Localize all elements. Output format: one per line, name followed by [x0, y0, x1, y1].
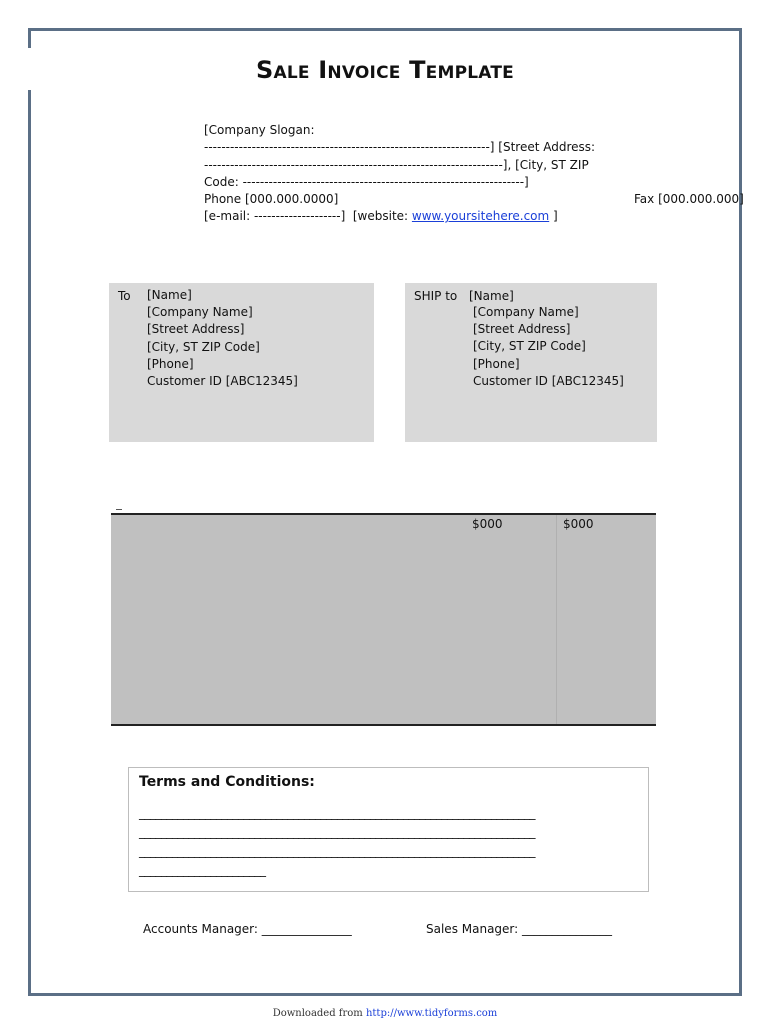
- unit-price-cell: $000: [472, 517, 503, 531]
- company-slogan: [Company Slogan:: [204, 123, 315, 137]
- bill-to-details: [147, 287, 298, 390]
- footer-prefix: Downloaded from: [272, 1008, 366, 1019]
- ship-to-label: SHIP to: [414, 289, 458, 303]
- email-line-end: ]: [549, 209, 558, 224]
- bill-to-customer-id: Customer ID [ABC12345]: [147, 374, 298, 389]
- bill-to-label: To: [118, 289, 131, 303]
- ship-to-details: [473, 304, 624, 390]
- bill-to-phone: [Phone]: [147, 356, 194, 371]
- items-column-divider: [556, 515, 557, 724]
- page-frame-left-top: [28, 28, 31, 48]
- bill-to-name: [Name]: [147, 288, 192, 302]
- phone-number: Phone [000.000.0000]: [204, 192, 339, 207]
- email-line: [e-mail: --------------------] [website:: [204, 209, 412, 224]
- terms-title: Terms and Conditions:: [139, 774, 315, 790]
- bill-to-company: [Company Name]: [147, 305, 253, 320]
- bill-to-city: [City, ST ZIP Code]: [147, 339, 260, 354]
- accounts-manager-signature: Accounts Manager: _______________: [143, 922, 352, 936]
- ship-to-customer-id: Customer ID [ABC12345]: [473, 373, 624, 388]
- line-total-cell: $000: [563, 517, 594, 531]
- city-line: ---------------------------------------------------------------------], [City, ST ZIP: [204, 157, 589, 172]
- terms-line-1: ________________________________________________________________________: [139, 806, 535, 820]
- footer: [0, 1008, 770, 1019]
- page-frame-top: [28, 28, 742, 31]
- ship-to-box: [405, 283, 657, 442]
- terms-line-3: ________________________________________________________________________: [139, 844, 535, 858]
- items-table: [111, 513, 656, 726]
- sales-manager-signature: Sales Manager: _______________: [426, 922, 612, 936]
- company-info: [204, 122, 744, 226]
- footer-link[interactable]: http://www.tidyforms.com: [365, 1008, 498, 1019]
- zip-code-line: Code: -----------------------------------------------------------------]: [204, 174, 529, 189]
- page-frame-right: [739, 28, 742, 996]
- page-frame-bottom: [28, 993, 742, 996]
- ship-to-name: [Name]: [469, 289, 514, 303]
- terms-line-2: ________________________________________________________________________: [139, 825, 535, 839]
- website-link[interactable]: www.yoursitehere.com: [411, 209, 550, 224]
- ship-to-company: [Company Name]: [473, 305, 579, 319]
- ship-to-city: [City, ST ZIP Code]: [473, 339, 586, 354]
- ship-to-street: [Street Address]: [473, 322, 571, 337]
- bill-to-street: [Street Address]: [147, 322, 245, 337]
- terms-line-4: _______________________: [139, 863, 266, 877]
- street-address-line: ------------------------------------------------------------------] [Street Address:: [204, 140, 596, 155]
- fax-number: Fax [000.000.000]: [634, 192, 744, 207]
- document-title: Sale Invoice Template: [256, 56, 514, 84]
- bill-to-box: [109, 283, 374, 442]
- terms-box: [128, 767, 649, 892]
- table-marker: [116, 509, 122, 510]
- ship-to-phone: [Phone]: [473, 356, 520, 371]
- page-frame-left: [28, 90, 31, 996]
